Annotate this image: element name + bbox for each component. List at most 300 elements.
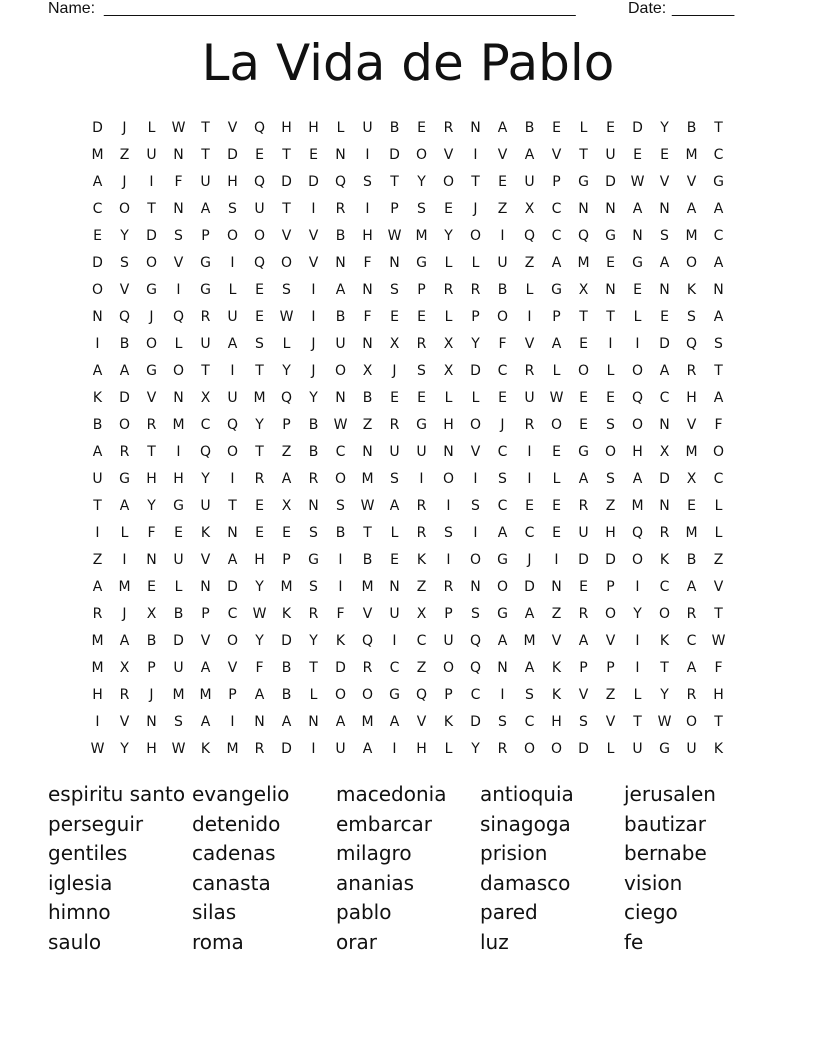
grid-letter: A bbox=[92, 173, 103, 190]
grid-letter: D bbox=[632, 119, 643, 136]
grid-letter: N bbox=[335, 146, 346, 163]
grid-letter: V bbox=[578, 686, 589, 703]
word-list-item: iglesia bbox=[48, 870, 113, 895]
grid-letter: U bbox=[335, 740, 346, 757]
grid-letter: E bbox=[390, 551, 399, 568]
grid-letter: D bbox=[470, 713, 481, 730]
grid-letter: E bbox=[660, 146, 669, 163]
grid-letter: S bbox=[174, 713, 183, 730]
grid-letter: V bbox=[686, 173, 697, 190]
grid-letter: E bbox=[633, 146, 642, 163]
grid-letter: V bbox=[308, 254, 319, 271]
grid-letter: K bbox=[335, 632, 346, 649]
grid-letter: Q bbox=[577, 227, 590, 244]
grid-letter: E bbox=[579, 335, 588, 352]
grid-letter: T bbox=[390, 173, 399, 190]
grid-letter: S bbox=[579, 713, 588, 730]
grid-letter: P bbox=[444, 686, 453, 703]
grid-letter: J bbox=[149, 686, 154, 703]
grid-letter: I bbox=[230, 713, 235, 730]
grid-letter: N bbox=[308, 497, 319, 514]
grid-letter: E bbox=[498, 389, 507, 406]
grid-letter: D bbox=[524, 578, 535, 595]
grid-letter: O bbox=[442, 659, 455, 676]
grid-letter: N bbox=[389, 254, 400, 271]
grid-letter: N bbox=[389, 578, 400, 595]
grid-letter: A bbox=[119, 632, 130, 649]
grid-letter: W bbox=[333, 416, 348, 433]
grid-letter: D bbox=[92, 254, 103, 271]
grid-letter: E bbox=[687, 497, 696, 514]
grid-letter: K bbox=[281, 605, 292, 622]
grid-letter: M bbox=[361, 470, 374, 487]
grid-letter: O bbox=[523, 740, 536, 757]
word-list-item: antioquia bbox=[480, 782, 574, 806]
grid-letter: E bbox=[255, 497, 264, 514]
grid-letter: U bbox=[524, 173, 535, 190]
grid-letter: L bbox=[606, 740, 615, 757]
grid-letter: U bbox=[173, 551, 184, 568]
grid-letter: N bbox=[470, 119, 481, 136]
grid-letter: C bbox=[497, 362, 508, 379]
grid-letter: A bbox=[362, 740, 373, 757]
grid-letter: W bbox=[657, 713, 672, 730]
grid-letter: Z bbox=[416, 578, 427, 595]
grid-letter: I bbox=[311, 281, 316, 298]
grid-letter: I bbox=[176, 443, 181, 460]
grid-letter: X bbox=[659, 443, 670, 460]
grid-letter: X bbox=[578, 281, 589, 298]
grid-letter: E bbox=[255, 281, 264, 298]
grid-letter: H bbox=[146, 740, 157, 757]
grid-letter: V bbox=[551, 146, 562, 163]
grid-letter: U bbox=[227, 308, 238, 325]
word-list-item: fe bbox=[624, 929, 644, 954]
grid-letter: E bbox=[633, 281, 642, 298]
grid-letter: D bbox=[227, 146, 238, 163]
grid-letter: I bbox=[473, 146, 478, 163]
grid-letter: Z bbox=[416, 659, 427, 676]
grid-letter: Q bbox=[253, 254, 266, 271]
grid-letter: F bbox=[498, 335, 507, 352]
grid-letter: T bbox=[714, 362, 723, 379]
word-list-item: espiritu santo bbox=[48, 782, 186, 806]
grid-letter: O bbox=[442, 470, 455, 487]
word-list-item: jerusalen bbox=[624, 782, 716, 806]
grid-letter: M bbox=[685, 146, 698, 163]
grid-letter: D bbox=[335, 659, 346, 676]
grid-letter: O bbox=[631, 551, 644, 568]
grid-letter: U bbox=[362, 119, 373, 136]
word-list-item: saulo bbox=[48, 929, 102, 954]
header-line bbox=[48, 0, 748, 20]
grid-letter: T bbox=[714, 119, 723, 136]
grid-letter: I bbox=[230, 362, 235, 379]
grid-letter: K bbox=[659, 632, 670, 649]
grid-letter: A bbox=[119, 497, 130, 514]
grid-letter: E bbox=[552, 524, 561, 541]
grid-letter: S bbox=[606, 470, 615, 487]
grid-letter: O bbox=[118, 416, 131, 433]
grid-letter: T bbox=[471, 173, 480, 190]
grid-letter: G bbox=[146, 362, 157, 379]
grid-letter: U bbox=[200, 173, 211, 190]
grid-letter: S bbox=[714, 335, 723, 352]
grid-letter: I bbox=[500, 227, 505, 244]
grid-letter: H bbox=[227, 173, 238, 190]
grid-letter: M bbox=[253, 389, 266, 406]
grid-letter: B bbox=[362, 551, 373, 568]
grid-letter: D bbox=[659, 470, 670, 487]
grid-letter: G bbox=[119, 470, 130, 487]
grid-letter: R bbox=[443, 578, 454, 595]
grid-letter: A bbox=[227, 551, 238, 568]
grid-letter: C bbox=[335, 443, 346, 460]
grid-letter: O bbox=[496, 578, 509, 595]
grid-letter: C bbox=[227, 605, 238, 622]
grid-letter: A bbox=[497, 524, 508, 541]
grid-letter: O bbox=[469, 227, 482, 244]
grid-letter: N bbox=[173, 389, 184, 406]
grid-letter: V bbox=[200, 551, 211, 568]
grid-letter: J bbox=[392, 362, 397, 379]
grid-letter: O bbox=[145, 335, 158, 352]
grid-letter: L bbox=[147, 119, 156, 136]
grid-letter: U bbox=[227, 389, 238, 406]
grid-letter: X bbox=[281, 497, 292, 514]
grid-letter: U bbox=[443, 632, 454, 649]
grid-letter: S bbox=[471, 605, 480, 622]
grid-letter: W bbox=[711, 632, 726, 649]
grid-letter: R bbox=[92, 605, 103, 622]
grid-letter: T bbox=[579, 308, 588, 325]
grid-letter: W bbox=[279, 308, 294, 325]
grid-letter: B bbox=[686, 551, 697, 568]
grid-letter: Z bbox=[92, 551, 103, 568]
grid-letter: R bbox=[389, 416, 400, 433]
grid-letter: Y bbox=[201, 470, 210, 487]
grid-letter: T bbox=[228, 497, 237, 514]
grid-letter: T bbox=[282, 146, 291, 163]
grid-letter: A bbox=[578, 632, 589, 649]
grid-letter: M bbox=[361, 713, 374, 730]
grid-letter: D bbox=[578, 551, 589, 568]
grid-letter: K bbox=[659, 551, 670, 568]
date-label: Date: bbox=[628, 0, 667, 17]
word-list-item: ananias bbox=[336, 870, 415, 895]
grid-letter: X bbox=[524, 200, 535, 217]
grid-letter: Z bbox=[497, 200, 508, 217]
grid-letter: Q bbox=[523, 227, 536, 244]
grid-letter: A bbox=[713, 308, 724, 325]
word-list-item: canasta bbox=[192, 870, 271, 895]
grid-letter: I bbox=[500, 686, 505, 703]
word-list-item: sinagoga bbox=[480, 811, 571, 836]
grid-letter: G bbox=[173, 497, 184, 514]
grid-letter: A bbox=[92, 443, 103, 460]
grid-letter: W bbox=[360, 497, 375, 514]
grid-letter: O bbox=[469, 416, 482, 433]
grid-letter: F bbox=[714, 659, 723, 676]
grid-letter: L bbox=[714, 524, 723, 541]
grid-letter: D bbox=[92, 119, 103, 136]
word-list-item: milagro bbox=[336, 841, 412, 866]
grid-letter: J bbox=[149, 308, 154, 325]
grid-letter: Q bbox=[226, 416, 239, 433]
grid-letter: A bbox=[686, 200, 697, 217]
grid-letter: X bbox=[146, 605, 157, 622]
grid-letter: R bbox=[659, 524, 670, 541]
word-list-item: detenido bbox=[192, 811, 281, 836]
grid-letter: H bbox=[254, 551, 265, 568]
grid-letter: M bbox=[199, 686, 212, 703]
grid-letter: D bbox=[227, 578, 238, 595]
grid-letter: O bbox=[604, 443, 617, 460]
grid-letter: S bbox=[282, 281, 291, 298]
grid-letter: A bbox=[92, 578, 103, 595]
grid-letter: V bbox=[470, 443, 481, 460]
grid-letter: G bbox=[659, 740, 670, 757]
grid-letter: L bbox=[714, 497, 723, 514]
grid-letter: D bbox=[281, 173, 292, 190]
grid-letter: E bbox=[282, 524, 291, 541]
grid-letter: L bbox=[444, 389, 453, 406]
grid-letter: K bbox=[92, 389, 103, 406]
grid-letter: S bbox=[498, 713, 507, 730]
grid-letter: X bbox=[443, 362, 454, 379]
grid-letter: O bbox=[685, 254, 698, 271]
grid-letter: I bbox=[338, 551, 343, 568]
grid-letter: L bbox=[552, 362, 561, 379]
word-list-item: silas bbox=[192, 900, 237, 925]
grid-letter: P bbox=[282, 416, 291, 433]
grid-letter: K bbox=[443, 713, 454, 730]
grid-letter: I bbox=[473, 524, 478, 541]
grid-letter: O bbox=[550, 416, 563, 433]
grid-letter: E bbox=[606, 254, 615, 271]
grid-letter: I bbox=[365, 200, 370, 217]
grid-letter: W bbox=[549, 389, 564, 406]
grid-letter: C bbox=[713, 470, 724, 487]
grid-letter: G bbox=[308, 551, 319, 568]
grid-letter: R bbox=[119, 443, 130, 460]
name-blank: _____________________________________________________ bbox=[104, 0, 576, 17]
grid-letter: M bbox=[685, 443, 698, 460]
grid-letter: I bbox=[635, 659, 640, 676]
grid-letter: B bbox=[335, 308, 346, 325]
grid-letter: S bbox=[255, 335, 264, 352]
grid-letter: L bbox=[444, 308, 453, 325]
grid-letter: R bbox=[686, 362, 697, 379]
grid-letter: J bbox=[311, 362, 316, 379]
grid-letter: D bbox=[578, 740, 589, 757]
grid-letter: I bbox=[149, 173, 154, 190]
grid-letter: P bbox=[282, 551, 291, 568]
grid-letter: A bbox=[713, 200, 724, 217]
grid-letter: F bbox=[174, 173, 183, 190]
grid-letter: G bbox=[200, 281, 211, 298]
grid-letter: I bbox=[230, 470, 235, 487]
grid-letter: H bbox=[362, 227, 373, 244]
grid-letter: A bbox=[524, 659, 535, 676]
grid-letter: E bbox=[390, 389, 399, 406]
grid-letter: M bbox=[361, 578, 374, 595]
grid-letter: C bbox=[659, 389, 670, 406]
grid-letter: I bbox=[635, 632, 640, 649]
grid-letter: S bbox=[309, 524, 318, 541]
grid-letter: Z bbox=[281, 443, 292, 460]
grid-letter: O bbox=[496, 308, 509, 325]
grid-letter: J bbox=[527, 551, 532, 568]
grid-letter: L bbox=[471, 254, 480, 271]
grid-letter: U bbox=[146, 146, 157, 163]
grid-letter: Z bbox=[605, 497, 616, 514]
grid-letter: E bbox=[606, 119, 615, 136]
grid-letter: T bbox=[633, 713, 642, 730]
grid-letter: N bbox=[659, 497, 670, 514]
grid-letter: Y bbox=[309, 632, 318, 649]
grid-letter: Q bbox=[469, 659, 482, 676]
grid-letter: E bbox=[579, 389, 588, 406]
grid-letter: G bbox=[389, 686, 400, 703]
grid-letter: C bbox=[200, 416, 211, 433]
grid-letter: I bbox=[419, 470, 424, 487]
grid-letter: U bbox=[389, 443, 400, 460]
grid-letter: A bbox=[551, 335, 562, 352]
grid-letter: J bbox=[473, 200, 478, 217]
grid-letter: R bbox=[119, 686, 130, 703]
grid-letter: V bbox=[551, 632, 562, 649]
grid-letter: A bbox=[335, 713, 346, 730]
grid-letter: T bbox=[309, 659, 318, 676]
grid-letter: D bbox=[173, 632, 184, 649]
grid-letter: U bbox=[200, 335, 211, 352]
grid-letter: B bbox=[335, 524, 346, 541]
grid-letter: A bbox=[92, 362, 103, 379]
grid-letter: R bbox=[524, 416, 535, 433]
grid-letter: I bbox=[95, 713, 100, 730]
grid-letter: C bbox=[389, 659, 400, 676]
grid-letter: W bbox=[90, 740, 105, 757]
grid-letter: L bbox=[336, 119, 345, 136]
word-list-item: bernabe bbox=[624, 841, 707, 866]
grid-letter: Y bbox=[444, 227, 453, 244]
grid-letter: H bbox=[308, 119, 319, 136]
grid-letter: B bbox=[119, 335, 130, 352]
grid-letter: O bbox=[631, 416, 644, 433]
grid-letter: Y bbox=[417, 173, 426, 190]
grid-letter: D bbox=[605, 173, 616, 190]
grid-letter: G bbox=[146, 281, 157, 298]
grid-letter: T bbox=[201, 119, 210, 136]
grid-letter: O bbox=[118, 200, 131, 217]
word-list-item: orar bbox=[336, 929, 377, 954]
grid-letter: Q bbox=[631, 524, 644, 541]
grid-letter: K bbox=[686, 281, 697, 298]
grid-letter: I bbox=[446, 551, 451, 568]
grid-letter: V bbox=[605, 632, 616, 649]
grid-letter: R bbox=[254, 470, 265, 487]
grid-letter: L bbox=[444, 254, 453, 271]
grid-letter: L bbox=[579, 119, 588, 136]
grid-letter: C bbox=[470, 686, 481, 703]
grid-letter: N bbox=[470, 578, 481, 595]
grid-letter: V bbox=[605, 713, 616, 730]
grid-letter: O bbox=[253, 227, 266, 244]
grid-letter: D bbox=[605, 551, 616, 568]
grid-letter: S bbox=[606, 416, 615, 433]
grid-letter: R bbox=[254, 740, 265, 757]
grid-letter: L bbox=[390, 524, 399, 541]
grid-letter: I bbox=[527, 308, 532, 325]
grid-letter: O bbox=[685, 713, 698, 730]
grid-letter: P bbox=[552, 173, 561, 190]
grid-letter: O bbox=[361, 686, 374, 703]
grid-letter: A bbox=[335, 281, 346, 298]
grid-letter: M bbox=[280, 578, 293, 595]
grid-letter: H bbox=[173, 470, 184, 487]
grid-letter: L bbox=[282, 335, 291, 352]
grid-letter: U bbox=[254, 200, 265, 217]
grid-letter: Y bbox=[660, 686, 669, 703]
grid-letter: W bbox=[387, 227, 402, 244]
grid-letter: E bbox=[552, 119, 561, 136]
grid-letter: X bbox=[389, 335, 400, 352]
grid-letter: N bbox=[605, 200, 616, 217]
grid-letter: I bbox=[608, 335, 613, 352]
grid-letter: G bbox=[416, 416, 427, 433]
grid-letter: P bbox=[201, 605, 210, 622]
grid-letter: S bbox=[444, 524, 453, 541]
grid-letter: V bbox=[308, 227, 319, 244]
grid-letter: U bbox=[497, 254, 508, 271]
grid-letter: B bbox=[524, 119, 535, 136]
grid-letter: P bbox=[417, 281, 426, 298]
grid-letter: C bbox=[497, 443, 508, 460]
grid-letter: P bbox=[444, 605, 453, 622]
grid-letter: I bbox=[230, 254, 235, 271]
grid-letter: N bbox=[335, 389, 346, 406]
grid-letter: I bbox=[392, 740, 397, 757]
grid-letter: H bbox=[416, 740, 427, 757]
grid-letter: N bbox=[605, 281, 616, 298]
grid-letter: A bbox=[389, 497, 400, 514]
grid-letter: E bbox=[417, 389, 426, 406]
grid-letter: O bbox=[226, 443, 239, 460]
grid-letter: L bbox=[228, 281, 237, 298]
grid-letter: Q bbox=[685, 335, 698, 352]
grid-letter: A bbox=[119, 362, 130, 379]
grid-letter: C bbox=[551, 227, 562, 244]
grid-letter: F bbox=[147, 524, 156, 541]
grid-letter: V bbox=[146, 389, 157, 406]
grid-letter: R bbox=[308, 605, 319, 622]
grid-letter: I bbox=[392, 632, 397, 649]
grid-letter: R bbox=[146, 416, 157, 433]
grid-letter: F bbox=[363, 308, 372, 325]
grid-letter: U bbox=[416, 443, 427, 460]
grid-letter: V bbox=[227, 659, 238, 676]
grid-letter: A bbox=[281, 713, 292, 730]
grid-letter: D bbox=[659, 335, 670, 352]
grid-letter: U bbox=[335, 335, 346, 352]
grid-letter: V bbox=[659, 173, 670, 190]
grid-letter: T bbox=[714, 605, 723, 622]
grid-letter: G bbox=[578, 443, 589, 460]
grid-letter: D bbox=[470, 362, 481, 379]
grid-letter: M bbox=[172, 416, 185, 433]
word-list-item: bautizar bbox=[624, 811, 707, 836]
